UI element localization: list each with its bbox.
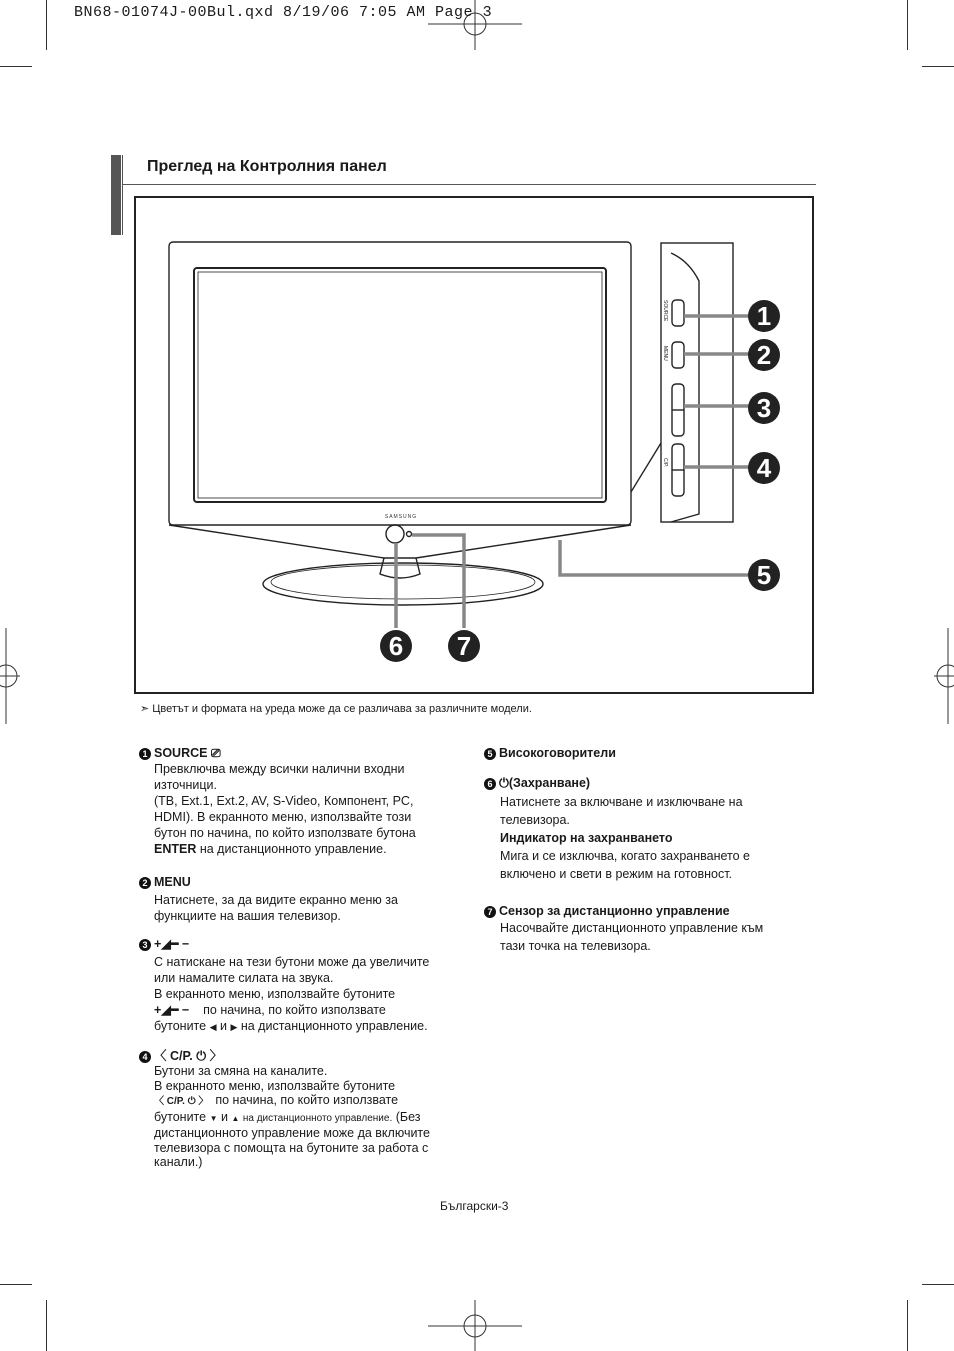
item-2	[139, 875, 474, 924]
power-icon: ⏻	[196, 1049, 207, 1063]
page-number: Български-3	[440, 1199, 509, 1213]
down-arrow-icon: ▼	[209, 1113, 218, 1123]
item-number: 3	[139, 939, 151, 951]
text-line: включено и свети в режим на готовност.	[500, 867, 733, 881]
item-4	[139, 1046, 484, 1170]
item-6	[484, 776, 820, 883]
callout-6-label: 6	[388, 631, 404, 661]
right-arrow-icon: ▶	[230, 1022, 238, 1032]
text-line: тази точка на телевизора.	[500, 939, 651, 953]
item-heading: (Захранване)	[508, 776, 591, 790]
chevron-right-icon: 〉	[209, 1049, 223, 1063]
cp-label: C/P.	[662, 458, 668, 468]
text-fragment: бутоните	[154, 1109, 207, 1124]
callout-3-label: 3	[756, 393, 772, 423]
text-line: Насочвайте дистанционното управление към	[500, 921, 764, 935]
text-line: В екранното меню, използвайте бутоните	[154, 987, 396, 1001]
enter-label: ENTER	[154, 842, 197, 856]
volume-icon: +◢━ −	[154, 937, 190, 951]
text-line: Натиснете, за да видите екранно меню за	[154, 893, 398, 907]
item-7	[484, 904, 820, 955]
text-fragment: (Без	[395, 1109, 421, 1124]
text-line: С натискане на тези бутони може да увеличите	[154, 955, 430, 969]
item-heading: Сензор за дистанционно управление	[499, 904, 730, 918]
title-rule	[122, 184, 816, 185]
text-line: телевизора.	[500, 813, 570, 827]
callout-4-label: 4	[756, 453, 772, 483]
item-number: 1	[139, 748, 151, 760]
source-label: SOURCE	[662, 300, 668, 322]
tv-illustration	[134, 196, 814, 694]
text-line: източници.	[154, 778, 217, 792]
section-marker-line	[122, 155, 123, 235]
page-title: Преглед на Контролния панел	[147, 158, 387, 175]
source-icon: ⎚	[210, 746, 221, 760]
item-3	[139, 936, 474, 1035]
text-line	[154, 1110, 484, 1127]
text-line: В екранното меню, използвайте бутоните	[154, 1078, 396, 1093]
text-fragment: на дистанционното управление.	[242, 1112, 393, 1124]
text-fragment: по начина, по който използвате	[215, 1093, 399, 1107]
text-line: канали.)	[154, 1155, 203, 1169]
volume-icon: +◢━ −	[154, 1003, 190, 1017]
item-heading: SOURCE	[154, 746, 208, 760]
text-line	[154, 1002, 474, 1018]
item-number: 6	[484, 778, 496, 790]
text-line: или намалите силата на звука.	[154, 971, 334, 985]
text-fragment: и	[220, 1109, 228, 1124]
text-fragment: бутоните	[154, 1019, 207, 1033]
text-line: (TB, Ext.1, Ext.2, AV, S-Video, Компонент, PC,	[154, 794, 414, 808]
text-line	[154, 841, 474, 857]
text-line: функциите на вашия телевизор.	[154, 909, 341, 923]
file-header: BN68-01074J-00Bul.qxd 8/19/06 7:05 AM Page 3	[74, 4, 493, 21]
up-arrow-icon: ▲	[231, 1113, 240, 1123]
callout-7-label: 7	[456, 631, 472, 661]
text-line	[154, 1093, 484, 1110]
arrow-icon: ➣	[140, 703, 150, 715]
chevron-left-icon: 〈	[154, 1049, 167, 1063]
item-heading: Високоговорители	[499, 746, 616, 760]
callout-1-label: 1	[756, 301, 772, 331]
text-fragment: на дистанционното управление.	[240, 1019, 428, 1033]
model-note-text: Цветът и формата на уреда може да се различава за различните модели.	[152, 703, 532, 715]
text-line: бутон по начина, по който използвате бутона	[154, 826, 416, 840]
section-marker	[111, 155, 121, 235]
callout-5-label: 5	[756, 560, 772, 590]
item-number: 4	[139, 1051, 151, 1063]
text-fragment: на дистанционното управление.	[196, 842, 387, 856]
text-line: Натиснете за включване и изключване на	[500, 795, 743, 809]
text-line: Бутони за смяна на каналите.	[154, 1064, 328, 1078]
left-arrow-icon: ◀	[209, 1022, 217, 1032]
item-number: 7	[484, 906, 496, 918]
item-heading: C/P.	[170, 1049, 193, 1063]
text-line: дистанционното управление може да включите	[154, 1126, 430, 1140]
text-line: телевизора с помощта на бутоните за работа с	[154, 1140, 429, 1155]
sub-heading: Индикатор на захранването	[500, 831, 673, 845]
item-number: 2	[139, 877, 151, 889]
text-line: HDMI). В екранното меню, използвайте този	[154, 810, 412, 824]
brand-logo: SAMSUNG	[384, 514, 418, 520]
item-1	[139, 746, 474, 857]
text-fragment: и	[219, 1019, 227, 1033]
item-number: 5	[484, 748, 496, 760]
text-line	[154, 1018, 474, 1035]
text-line: Мига и се изключва, когато захранването е	[500, 849, 750, 863]
menu-label: MENU	[662, 346, 668, 361]
text-line: Превключва между всички налични входни	[154, 762, 405, 776]
item-5	[484, 746, 616, 760]
cp-buttons-icon: 〈 C/P. ⏻ 〉	[154, 1096, 209, 1107]
model-note	[140, 702, 532, 715]
item-heading: MENU	[154, 875, 191, 889]
text-fragment: по начина, по който използвате	[203, 1003, 386, 1017]
callout-2-label: 2	[756, 340, 772, 370]
power-icon: ⏻	[499, 776, 509, 790]
